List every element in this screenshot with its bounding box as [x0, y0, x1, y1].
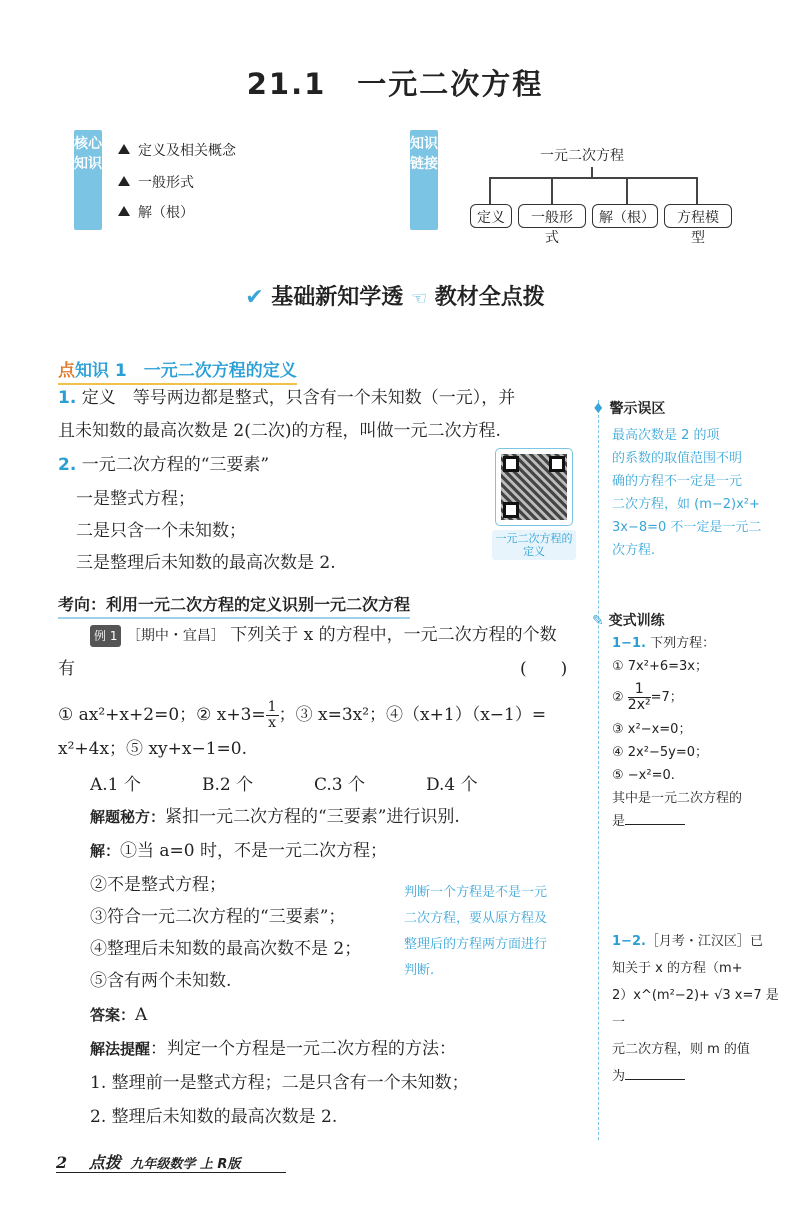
answer-line: 答案：A: [90, 1005, 148, 1025]
checkmark-icon: ✔: [245, 285, 264, 310]
example-stem-2: 有: [58, 659, 75, 679]
element-item-2: 二是只含一个未知数；: [76, 521, 246, 541]
tree-line: [489, 177, 697, 179]
method-tip: 解法提醒：判定一个方程是一元二次方程的方法：: [90, 1039, 457, 1059]
core-item-1: 定义及相关概念: [118, 140, 236, 160]
example-stem: 例 1 ［期中・宜昌］ 下列关于 x 的方程中，一元二次方程的个数: [90, 624, 590, 647]
page-number: 2: [56, 1153, 68, 1172]
brand-logo: 点拨: [88, 1153, 121, 1172]
qr-code-pattern: [501, 454, 567, 520]
answer-blank[interactable]: [625, 1066, 685, 1080]
solution-line-4: ④整理后未知数的最高次数不是 2；: [90, 939, 362, 959]
warning-text: 最高次数是 2 的项 的系数的取值范围不明 确的方程不一定是一元 二次方程，如 (m−2)x²+ 3x−8=0 不一定是一元二 次方程.: [612, 428, 762, 558]
link-node-general-form: 一般形式: [518, 204, 586, 228]
triangle-icon: [118, 144, 130, 154]
element-item-1: 一是整式方程；: [76, 489, 195, 509]
direction-heading: 考向：利用一元二次方程的定义识别一元二次方程: [58, 592, 410, 619]
page-title: 21.1 一元二次方程: [246, 67, 544, 101]
solution-line-2: ②不是整式方程；: [90, 875, 226, 895]
solution-line-1: 解：①当 a=0 时，不是一元二次方程；: [90, 841, 388, 861]
qr-code[interactable]: [495, 448, 573, 526]
tip-line-1: 1. 整理前一是整式方程；二是只含有一个未知数；: [90, 1073, 469, 1093]
example-equations-2: x²+4x；⑤ xy+x−1=0.: [58, 739, 248, 759]
option-b: B.2 个: [202, 775, 254, 795]
option-c: C.3 个: [314, 775, 366, 795]
footer-rule: [56, 1172, 286, 1173]
tree-line: [489, 177, 491, 204]
solution-line-5: ⑤含有两个未知数.: [90, 971, 232, 991]
example-tag: 例 1: [90, 625, 121, 647]
qr-caption: 一元二次方程的定义: [492, 530, 576, 560]
pointing-hand-icon: ☜: [410, 288, 428, 309]
variant-1: 1−1. 下列方程： ① 7x²+6=3x； ② $\frac{1}{\text{2x²}}$ =7； ③ x²−x=0； ④ 2x²−5y=0； ⑤ −x²=0. 其中是一元二次方程的 是: [612, 636, 743, 829]
pencil-icon: ✎: [592, 613, 604, 629]
link-root-label: 一元二次方程: [540, 148, 624, 164]
footer: 2 点拨 九年级数学 上 R版: [56, 1153, 241, 1172]
element-item-3: 三是整理后未知数的最高次数是 2.: [76, 553, 336, 573]
knowledge-link-tab: 知识链接: [410, 130, 438, 230]
fraction: $\frac{1}{x}$: [267, 699, 277, 731]
tip-line-2: 2. 整理后未知数的最高次数是 2.: [90, 1107, 338, 1127]
definition-line-1: 1. 定义 等号两边都是整式，只含有一个未知数（一元），并: [58, 388, 516, 408]
triangle-icon: [118, 176, 130, 186]
alert-icon: ♦: [592, 401, 605, 417]
fraction: $\frac{1}{\text{2x²}}$: [627, 681, 651, 713]
option-a: A.1 个: [90, 775, 141, 795]
side-divider: [598, 400, 599, 1140]
link-node-definition: 定义: [470, 204, 512, 228]
section-banner: ✔ 基础新知学透 ☜ 教材全点拨: [245, 285, 545, 310]
solving-secret: 解题秘方：紧扣一元二次方程的“三要素”进行识别.: [90, 807, 460, 827]
core-knowledge-tab: 核心知识: [74, 130, 102, 230]
point-icon: 点: [58, 361, 75, 381]
answer-blank[interactable]: [625, 811, 685, 825]
warning-title: ♦ 警示误区: [592, 401, 666, 417]
triangle-icon: [118, 206, 130, 216]
core-item-2: 一般形式: [118, 172, 194, 192]
variant-2: 1−2.［月考・江汉区］已 知关于 x 的方程（m+ 2）x^(m²−2)+ √3 x=7 是一 元二次方程，则 m 的值 为: [612, 934, 779, 1084]
handwritten-note: 判断一个方程是不是一元 二次方程，要从原方程及 整理后的方程两方面进行 判断.: [404, 885, 548, 978]
example-equations-1: ① ax²+x+2=0；② x+3= $\frac{1}{x}$ ；③ x=3x²；④（x+1）（x−1）=: [58, 699, 547, 731]
definition-line-2: 且未知数的最高次数是 2(二次)的方程，叫做一元二次方程.: [58, 421, 501, 441]
link-node-model: 方程模型: [664, 204, 732, 228]
tree-line: [626, 177, 628, 204]
variant-title: ✎ 变式训练: [592, 613, 665, 629]
option-d: D.4 个: [426, 775, 478, 795]
link-node-roots: 解（根）: [592, 204, 658, 228]
solution-line-3: ③符合一元二次方程的“三要素”；: [90, 907, 346, 927]
core-item-3: 解（根）: [118, 202, 194, 222]
point-heading: 点知识 1 一元二次方程的定义: [58, 356, 297, 385]
answer-paren: ( ): [520, 659, 568, 679]
three-elements-heading: 2. 一元二次方程的“三要素”: [58, 455, 270, 475]
tree-line: [551, 177, 553, 204]
tree-line: [696, 177, 698, 204]
